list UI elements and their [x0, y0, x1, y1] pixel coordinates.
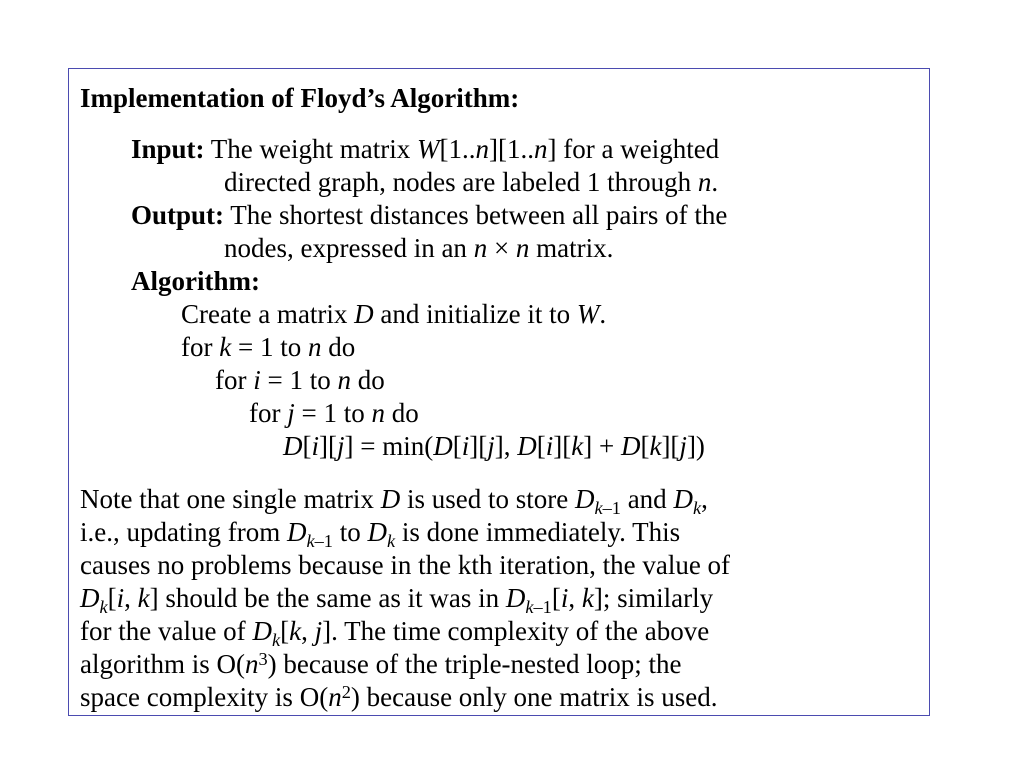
- note-line-3: causes no problems because in the kth iteration, the value of: [80, 550, 731, 580]
- note-line-2: i.e., updating from $D_{k-1}$ to $D_k$ is done immediately. This: [80, 517, 681, 551]
- algorithm-line-1: Create a matrix D and initialize it to W.: [181, 299, 607, 329]
- note-line-1: Note that one single matrix D is used to store $D_{k-1}$ and $D_k$,: [80, 484, 708, 518]
- note-line-7: space complexity is $O(n^2)$ because only one matrix is used.: [80, 681, 718, 712]
- output-line: Output: The shortest distances between all pairs of the: [131, 200, 728, 230]
- output-label: Output:: [131, 200, 225, 230]
- note-line-4: $D_k[i$, k] should be the same as it was in $D_{k-1}[i$, k]; similarly: [80, 583, 714, 617]
- input-line: Input: The weight matrix W[1..n][1..n] for a weighted: [131, 134, 720, 164]
- algorithm-label: Algorithm:: [131, 266, 260, 296]
- note-line-6: algorithm is $O(n^3)$ because of the triple-nested loop; the: [80, 648, 682, 679]
- algorithm-line-5: D[i][j] = min(D[i][j], D[i][k] + D[k][j]): [283, 431, 705, 461]
- algorithm-line-3: for i = 1 to n do: [215, 365, 385, 395]
- input-continuation: directed graph, nodes are labeled 1 through n.: [224, 167, 719, 197]
- note-line-5: for the value of $D_k[k$, j]. The time complexity of the above: [80, 616, 710, 650]
- algorithm-line-2: for k = 1 to n do: [181, 332, 356, 362]
- output-continuation: nodes, expressed in an n × n matrix.: [224, 233, 614, 263]
- input-label: Input:: [131, 134, 205, 164]
- slide-title: Implementation of Floyd’s Algorithm:: [80, 83, 520, 113]
- algorithm-line-4: for j = 1 to n do: [249, 398, 419, 428]
